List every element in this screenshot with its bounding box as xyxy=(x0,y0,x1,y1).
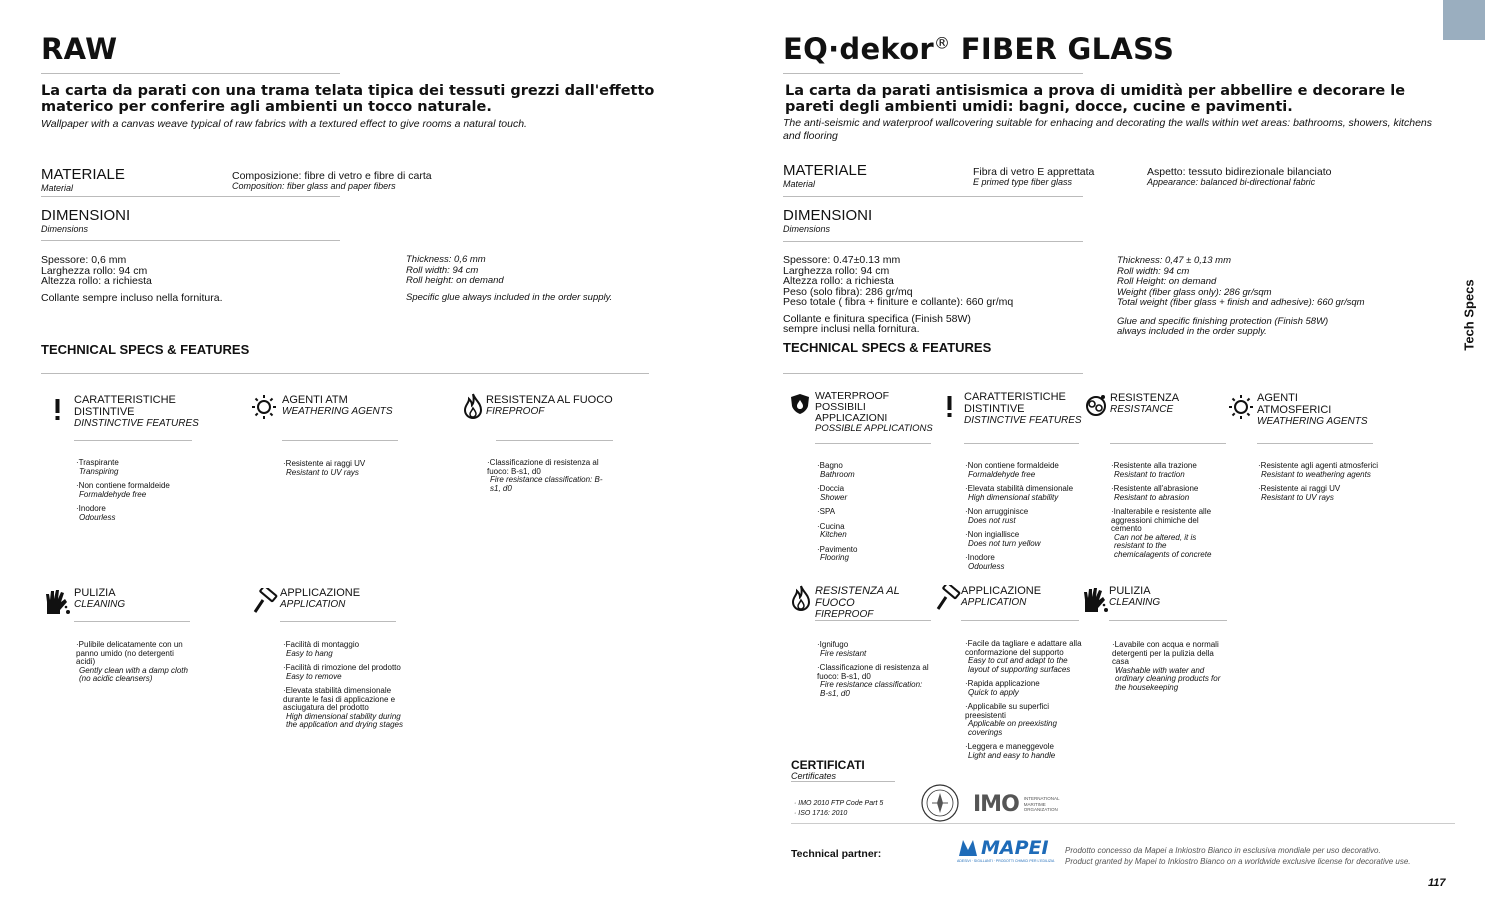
material-label-en: Material xyxy=(41,183,74,193)
flame-icon xyxy=(460,392,486,418)
feature-items-application: · Facilità di montaggio Easy to hang · Facilità di rimozione del prodotto Easy to remove · Elevata stabilità dimensionale durante le fasi di applicazione e asciugatura del prodotto High dimensional stability during the application and drying stages xyxy=(283,641,403,736)
divider xyxy=(41,240,340,241)
feature-items-fireproof: · Classificazione di resistenza al fuoco: B-s1, d0 Fire resistance classification: B-s1, d0 xyxy=(487,459,607,499)
divider xyxy=(783,196,1083,197)
cleaning-glove-icon xyxy=(43,588,69,614)
technical-partner-label: Technical partner: xyxy=(791,848,882,860)
feature-cleaning: PULIZIA CLEANING xyxy=(1109,585,1161,608)
feature-items-waterproof: · Bagno Bathroom · Doccia Shower · SPA · Cucina Kitchen · Pavimento Flooring xyxy=(817,462,927,569)
dimensions-label: DIMENSIONI xyxy=(41,207,131,224)
divider xyxy=(41,73,340,74)
divider xyxy=(74,621,190,622)
dimensions-en: Thickness: 0,6 mm Roll width: 94 cm Roll height: on demand Specific glue always included in the order supply. xyxy=(406,254,613,303)
divider xyxy=(282,440,398,441)
divider xyxy=(496,440,613,441)
product-subtitle: La carta da parati antisismica a prova di umidità per abbellire e decorare le pareti degli ambienti umidi: bagni, docce, cucine e pavimenti. xyxy=(785,83,1406,115)
page-number: 117 xyxy=(1428,877,1446,889)
feature-items-fireproof: · Ignifugo Fire resistant · Classificazione di resistenza al fuoco: B-s1, d0 Fire resistance classification: B-s1, d0 xyxy=(817,641,932,704)
waterproof-shield-icon xyxy=(788,392,814,418)
divider xyxy=(815,620,931,621)
certificates-label-en: Certificates xyxy=(791,771,837,781)
dimensions-it: Spessore: 0,6 mm Larghezza rollo: 94 cm Altezza rollo: a richiesta Collante sempre incluso nella fornitura. xyxy=(41,254,223,304)
roller-icon xyxy=(933,585,959,611)
material-label-en: Material xyxy=(783,179,816,189)
feature-resistance: RESISTENZA RESISTANCE xyxy=(1110,392,1180,415)
roller-icon xyxy=(250,588,276,614)
feature-application: APPLICAZIONE APPLICATION xyxy=(961,585,1042,608)
product-subtitle: La carta da parati con una trama telata tipica dei tessuti grezzi dall'effetto materico per conferire agli ambienti un tocco naturale. xyxy=(41,83,655,115)
dimensions-label: DIMENSIONI xyxy=(783,207,873,224)
mapei-mark-icon xyxy=(957,838,979,858)
sun-icon xyxy=(251,394,277,420)
feature-distinctive: CARATTERISTICHE DISTINTIVE DINSTINCTIVE FEATURES xyxy=(74,394,199,429)
feature-items-cleaning: · Pulibile delicatamente con un panno umido (no detergenti acidi) Gently clean with a damp cloth (no acidic cleansers) xyxy=(76,641,191,690)
feature-cleaning: PULIZIA CLEANING xyxy=(74,587,126,610)
exclamation-icon xyxy=(46,397,72,423)
imo-logo: IMO INTERNATIONAL MARITIME ORGANIZATION xyxy=(973,792,1060,817)
feature-items-resistance: · Resistente alla trazione Resistant to traction · Resistente all'abrasione Resistant to abrasion · Inalterabile e resistente alle aggressioni chimiche del cemento Can not be altered, it is resistant to the chemicalagents of concrete xyxy=(1111,462,1223,565)
divider xyxy=(280,621,396,622)
divider xyxy=(815,443,931,444)
dimensions-label-en: Dimensions xyxy=(41,224,89,234)
divider xyxy=(791,823,1455,824)
material-value-en: Composition: fiber glass and paper fibers xyxy=(232,181,396,191)
tech-specs-title: TECHNICAL SPECS & FEATURES xyxy=(41,342,250,357)
feature-items-distinctive: · Non contiene formaldeide Formaldehyde free · Elevata stabilità dimensionale High dimensional stability · Non arrugginisce Does not rust · Non ingiallisce Does not turn yellow · Inodore Odourless xyxy=(965,462,1080,577)
divider xyxy=(783,373,1083,374)
divider xyxy=(1257,443,1373,444)
divider xyxy=(41,373,649,374)
side-tab-label: Tech Specs xyxy=(1461,279,1477,351)
material-value-en: E primed type fiber glass xyxy=(973,177,1073,187)
partner-note: Prodotto concesso da Mapei a Inkiostro Bianco in esclusiva mondiale per uso decorativo. Product granted by Mapei to Inkiostro Bianco on a worldwide exclusive license for decorative use. xyxy=(1065,846,1411,866)
divider xyxy=(961,620,1079,621)
tech-specs-title: TECHNICAL SPECS & FEATURES xyxy=(783,340,992,355)
divider xyxy=(783,73,1083,74)
dimensions-it: Spessore: 0.47±0.13 mm Larghezza rollo: 94 cm Altezza rollo: a richiesta Peso (solo fibra): 286 gr/mq Peso totale ( fibra + finiture e collante): 660 gr/mq Collante e finitura specifica (Finish 58W) sempre inclusi nella fornitura. xyxy=(783,254,1014,335)
feature-items-weathering: · Resistente agli agenti atmosferici Resistant to weathering agents · Resistente ai raggi UV Resistant to UV rays xyxy=(1258,462,1383,508)
mapei-logo: MAPEI ADESIVI · SIGILLANTI · PRODOTTI CHIMICI PER L'EDILIZIA xyxy=(957,837,1055,863)
sun-icon xyxy=(1228,394,1254,420)
divider xyxy=(1109,620,1227,621)
flame-icon xyxy=(788,584,814,610)
product-subtitle-en: Wallpaper with a canvas weave typical of raw fabrics with a textured effect to give rooms a natural touch. xyxy=(41,118,527,130)
feature-application: APPLICAZIONE APPLICATION xyxy=(280,587,361,610)
resistance-icon xyxy=(1083,392,1109,418)
divider xyxy=(74,440,192,441)
feature-weathering: AGENTI ATM WEATHERING AGENTS xyxy=(282,394,393,417)
feature-fireproof: RESISTENZA AL FUOCO FIREPROOF xyxy=(486,394,613,417)
feature-items-distinctive: · Traspirante Transpiring · Non contiene formaldeide Formaldehyde free · Inodore Odourless xyxy=(76,459,196,528)
divider xyxy=(964,443,1079,444)
divider xyxy=(1110,443,1226,444)
material-label: MATERIALE xyxy=(783,162,867,179)
exclamation-icon xyxy=(938,394,964,420)
divider xyxy=(783,241,1083,242)
feature-weathering: AGENTI ATMOSFERICI WEATHERING AGENTS xyxy=(1257,392,1368,427)
certification-seal-icon xyxy=(920,783,960,823)
feature-fireproof: RESISTENZA AL FUOCO FIREPROOF xyxy=(815,585,900,620)
certificates-list: · IMO 2010 FTP Code Part 5 · ISO 1716: 2010 xyxy=(794,800,884,817)
feature-items-application: · Facile da tagliare e adattare alla conformazione del supporto Easy to cut and adapt to the layout of supporting surfaces · Rapida applicazione Quick to apply · Applicabile su superfici preesistenti Applicable on preexisting coverings · Leggera e maneggevole Light and easy to handle xyxy=(965,640,1083,766)
material-label: MATERIALE xyxy=(41,166,125,183)
divider xyxy=(41,196,340,197)
feature-distinctive: CARATTERISTICHE DISTINTIVE DISTINCTIVE FEATURES xyxy=(964,391,1082,426)
divider xyxy=(791,781,895,782)
material-appearance-en: Appearance: balanced bi-directional fabric xyxy=(1147,177,1316,187)
section-tab-marker xyxy=(1443,0,1485,40)
material-value: Fibra di vetro E apprettata xyxy=(973,166,1095,178)
material-appearance: Aspetto: tessuto bidirezionale bilanciato xyxy=(1147,166,1332,178)
dimensions-label-en: Dimensions xyxy=(783,224,831,234)
product-title-raw: RAW xyxy=(41,32,118,66)
cleaning-glove-icon xyxy=(1081,586,1107,612)
product-subtitle-en: The anti-seismic and waterproof wallcovering suitable for enhacing and decorating the walls within wet areas: bathrooms, showers, kitchens and flooring xyxy=(783,117,1432,142)
product-title-fiberglass: EQ·dekor® FIBER GLASS xyxy=(783,32,1175,66)
material-value: Composizione: fibre di vetro e fibre di carta xyxy=(232,170,432,182)
feature-waterproof: WATERPROOF POSSIBILI APPLICAZIONI POSSIBLE APPLICATIONS xyxy=(815,390,933,434)
feature-items-cleaning: · Lavabile con acqua e normali detergenti per la pulizia della casa Washable with water and ordinary cleaning products for the housekeeping xyxy=(1112,641,1224,698)
certificates-label: CERTIFICATI xyxy=(791,758,865,772)
feature-items-weathering: · Resistente ai raggi UV Resistant to UV rays xyxy=(283,460,403,483)
dimensions-en: Thickness: 0,47 ± 0,13 mm Roll width: 94 cm Roll Height: on demand Weight (fiber glass only): 286 gr/sqm Total weight (fiber glass + finish and adhesive): 660 gr/sqm Glue and specific finishing protection (Finish 58W) always included in the order supply. xyxy=(1117,255,1365,337)
